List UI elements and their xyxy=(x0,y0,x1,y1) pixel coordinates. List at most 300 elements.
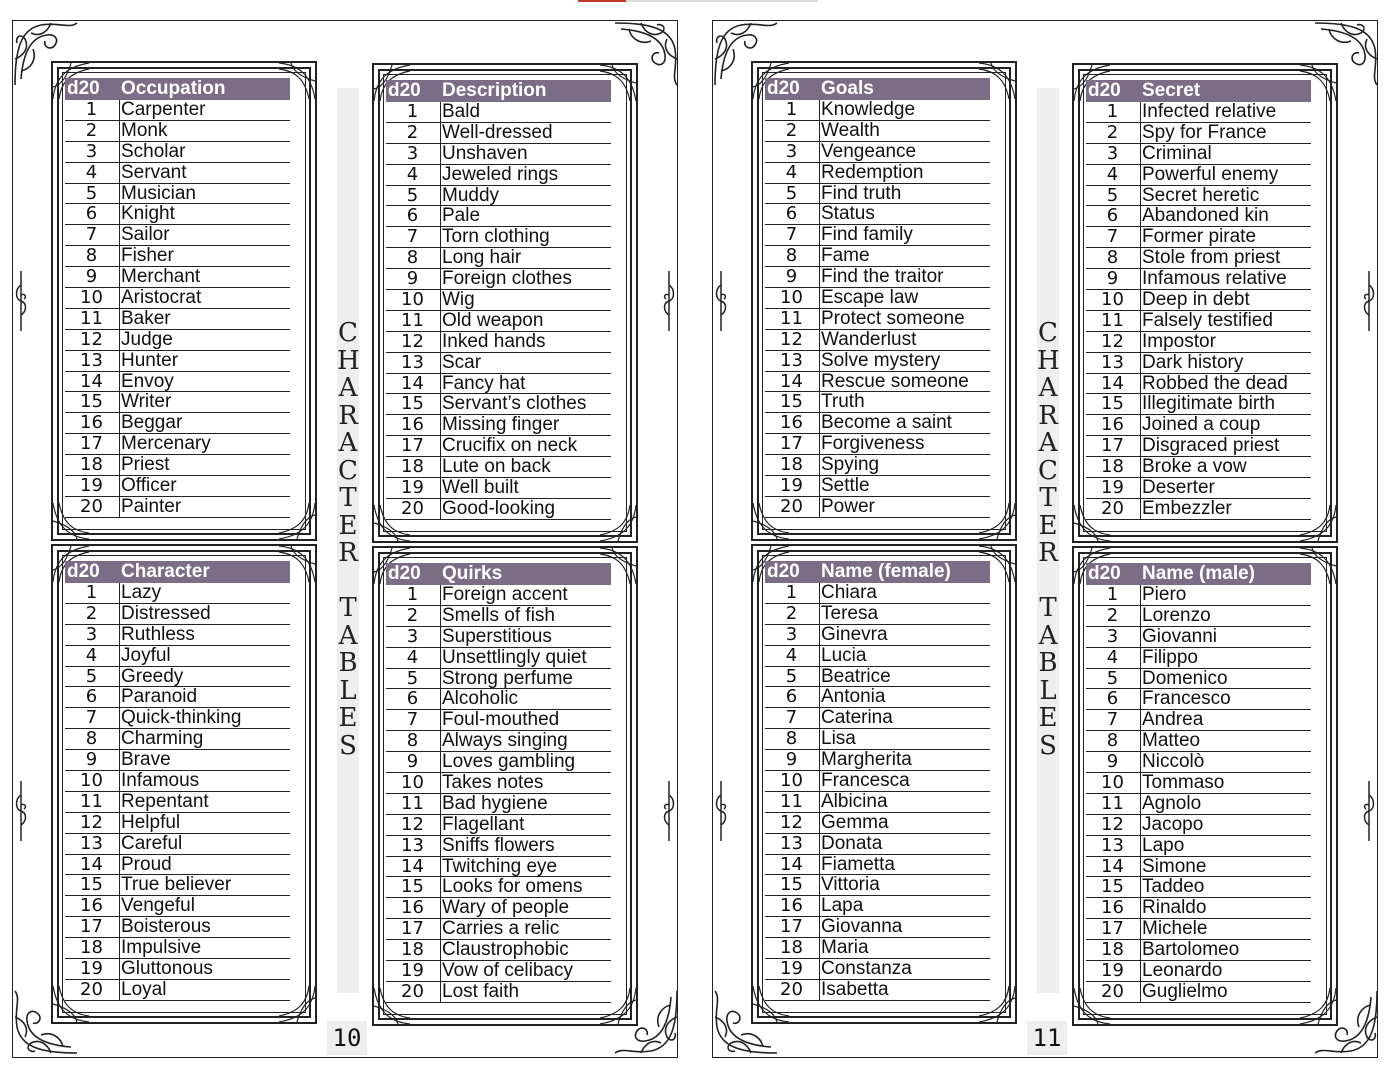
row-entry: Foreign clothes xyxy=(442,268,572,290)
roll-number: 5 xyxy=(785,182,798,204)
roll-number: 2 xyxy=(1106,121,1119,143)
roll-number: 8 xyxy=(406,730,419,752)
row-entry: Solve mystery xyxy=(821,349,941,371)
table-row xyxy=(1086,457,1311,478)
table-title: Name (female) xyxy=(821,561,951,582)
table-row xyxy=(765,497,990,518)
spine-letter: E xyxy=(1038,703,1058,733)
row-entry: Truth xyxy=(821,391,865,413)
roll-number: 17 xyxy=(80,916,103,938)
table-row xyxy=(386,269,611,290)
table-row xyxy=(65,750,290,771)
table-row xyxy=(765,750,990,771)
table-card-quirks xyxy=(372,546,638,1026)
table-card-secret xyxy=(1072,63,1338,543)
roll-number: 6 xyxy=(1106,205,1119,227)
table-row xyxy=(1086,857,1311,878)
table-row xyxy=(765,434,990,455)
row-entry: Loves gambling xyxy=(442,751,576,773)
roll-number: 11 xyxy=(401,792,424,814)
roll-number: 17 xyxy=(780,433,803,455)
spine-letter: R xyxy=(1038,538,1058,568)
roll-number: 12 xyxy=(780,328,803,350)
table-row xyxy=(765,163,990,184)
row-entry: Tommaso xyxy=(1142,772,1225,794)
page-number: 11 xyxy=(1027,1021,1067,1055)
roll-number: 15 xyxy=(1101,876,1124,898)
row-entry: Boisterous xyxy=(121,916,211,938)
row-entry: Bald xyxy=(442,101,481,122)
row-entry: Flagellant xyxy=(442,813,525,835)
row-entry: Knowledge xyxy=(821,99,916,120)
roll-number: 13 xyxy=(780,349,803,371)
row-entry: Forgiveness xyxy=(821,433,925,455)
row-entry: Ginevra xyxy=(821,623,888,645)
row-entry: Infamous relative xyxy=(1142,268,1287,290)
roll-number: 14 xyxy=(780,853,803,875)
roll-number: 7 xyxy=(1106,709,1119,731)
table-row xyxy=(386,815,611,836)
row-entry: Helpful xyxy=(121,811,181,833)
table-row xyxy=(386,585,611,606)
table-row xyxy=(1086,606,1311,627)
row-entry: Infected relative xyxy=(1142,101,1277,122)
row-entry: Strong perfume xyxy=(442,667,573,689)
table-card-name-male xyxy=(1072,546,1338,1026)
roll-number: 17 xyxy=(1101,435,1124,457)
table-row xyxy=(765,896,990,917)
roll-number: 1 xyxy=(785,99,798,120)
row-entry: Fancy hat xyxy=(442,372,526,394)
row-entry: Servant’s clothes xyxy=(442,393,587,415)
table-row xyxy=(765,729,990,750)
table-row xyxy=(65,729,290,750)
roll-number: 18 xyxy=(401,939,424,961)
spine-letter: C xyxy=(1038,318,1058,348)
table-row xyxy=(765,792,990,813)
row-entry: Abandoned kin xyxy=(1142,205,1269,227)
roll-number: 18 xyxy=(1101,939,1124,961)
table-row xyxy=(65,980,290,1001)
row-entry: Carpenter xyxy=(121,99,206,120)
roll-number: 18 xyxy=(80,454,103,476)
row-entry: Paranoid xyxy=(121,686,198,708)
row-entry: Quick-thinking xyxy=(121,707,242,729)
spine-letter: T xyxy=(1039,483,1057,513)
table-row xyxy=(386,898,611,919)
row-entry: Find family xyxy=(821,224,913,246)
spine-letter: E xyxy=(338,510,358,541)
row-entry: Albicina xyxy=(821,790,888,812)
table-row xyxy=(65,163,290,184)
random-table xyxy=(386,563,611,1003)
roll-number: 12 xyxy=(780,811,803,833)
roll-number: 18 xyxy=(401,456,424,478)
roll-number: 17 xyxy=(80,433,103,455)
row-entry: Priest xyxy=(121,454,170,476)
row-entry: Illegitimate birth xyxy=(1142,393,1276,415)
row-entry: Infamous xyxy=(121,770,200,792)
roll-number: 8 xyxy=(1106,730,1119,752)
table-row xyxy=(65,771,290,792)
row-entry: Rinaldo xyxy=(1142,897,1207,919)
row-entry: Guglielmo xyxy=(1142,980,1228,1002)
table-row xyxy=(386,311,611,332)
table-row xyxy=(1086,269,1311,290)
spine-letter: E xyxy=(338,703,358,733)
row-entry: Taddeo xyxy=(1142,876,1205,898)
table-row xyxy=(65,938,290,959)
roll-number: 5 xyxy=(406,184,419,206)
roll-number: 17 xyxy=(1101,918,1124,940)
table-row xyxy=(765,625,990,646)
table-row xyxy=(1086,290,1311,311)
row-entry: Matteo xyxy=(1142,730,1201,752)
row-entry: Wary of people xyxy=(442,897,570,919)
roll-number: 3 xyxy=(1106,142,1119,164)
row-entry: Broke a vow xyxy=(1142,456,1247,478)
roll-number: 11 xyxy=(80,790,103,812)
table-row xyxy=(65,434,290,455)
roll-number: 19 xyxy=(780,475,803,497)
table-row xyxy=(65,288,290,309)
roll-number: 14 xyxy=(1101,372,1124,394)
table-row xyxy=(1086,374,1311,395)
roll-number: 7 xyxy=(85,224,98,246)
roll-number: 1 xyxy=(406,584,419,605)
row-entry: Servant xyxy=(121,161,187,183)
row-entry: True believer xyxy=(121,874,232,896)
table-row xyxy=(1086,123,1311,144)
row-entry: Fiametta xyxy=(821,853,895,875)
roll-number: 3 xyxy=(785,623,798,645)
table-row xyxy=(65,917,290,938)
roll-number: 6 xyxy=(85,203,98,225)
table-row xyxy=(1086,478,1311,499)
row-entry: Carries a relic xyxy=(442,918,560,940)
spine-letter: T xyxy=(1039,593,1057,623)
roll-number: 14 xyxy=(80,853,103,875)
table-row xyxy=(386,627,611,648)
roll-number: 10 xyxy=(401,772,424,794)
table-row xyxy=(386,689,611,710)
row-entry: Constanza xyxy=(821,958,912,980)
row-entry: Protect someone xyxy=(821,307,965,329)
table-title: Name (male) xyxy=(1142,563,1255,584)
roll-number: 18 xyxy=(80,937,103,959)
table-row xyxy=(386,982,611,1003)
roll-number: 15 xyxy=(401,393,424,415)
table-row xyxy=(65,896,290,917)
roll-number: 19 xyxy=(80,475,103,497)
roll-number: 3 xyxy=(406,142,419,164)
table-row xyxy=(765,413,990,434)
row-entry: Mercenary xyxy=(121,433,211,455)
die-label: d20 xyxy=(1088,80,1121,101)
table-row xyxy=(386,186,611,207)
roll-number: 14 xyxy=(1101,855,1124,877)
spine-band xyxy=(1037,88,1059,993)
table-row xyxy=(765,875,990,896)
roll-number: 4 xyxy=(1106,163,1119,185)
table-row xyxy=(386,857,611,878)
row-entry: Francesco xyxy=(1142,688,1231,710)
spine-letter: L xyxy=(339,675,357,706)
table-row xyxy=(65,372,290,393)
row-entry: Joyful xyxy=(121,644,171,666)
row-entry: Bartolomeo xyxy=(1142,939,1240,961)
table-row xyxy=(1086,940,1311,961)
row-entry: Disgraced priest xyxy=(1142,435,1280,457)
roll-number: 11 xyxy=(401,309,424,331)
row-entry: Antonia xyxy=(821,686,886,708)
table-row xyxy=(1086,186,1311,207)
row-entry: Vengeance xyxy=(821,140,917,162)
roll-number: 18 xyxy=(780,454,803,476)
table-row xyxy=(1086,627,1311,648)
table-row xyxy=(1086,669,1311,690)
row-entry: Beggar xyxy=(121,412,183,434)
table-row xyxy=(765,917,990,938)
spine-letter: A xyxy=(1038,620,1058,651)
roll-number: 12 xyxy=(1101,813,1124,835)
table-row xyxy=(1086,311,1311,332)
roll-number: 4 xyxy=(406,163,419,185)
roll-number: 13 xyxy=(780,832,803,854)
table-row xyxy=(765,938,990,959)
table-row xyxy=(1086,248,1311,269)
roll-number: 7 xyxy=(406,709,419,731)
roll-number: 5 xyxy=(1106,667,1119,689)
table-row xyxy=(1086,919,1311,940)
roll-number: 20 xyxy=(401,980,424,1002)
table-row xyxy=(65,813,290,834)
roll-number: 2 xyxy=(406,604,419,626)
row-entry: Proud xyxy=(121,853,172,875)
row-entry: Lucia xyxy=(821,644,867,666)
row-entry: Niccolò xyxy=(1142,751,1205,773)
page-number: 10 xyxy=(327,1021,367,1055)
table-row xyxy=(65,875,290,896)
table-row xyxy=(65,708,290,729)
die-label: d20 xyxy=(767,561,800,582)
table-row xyxy=(1086,436,1311,457)
table-row xyxy=(65,246,290,267)
roll-number: 8 xyxy=(85,245,98,267)
table-row xyxy=(765,959,990,980)
roll-number: 7 xyxy=(85,707,98,729)
row-entry: Secret heretic xyxy=(1142,184,1260,206)
spine-letter: S xyxy=(1039,730,1057,761)
roll-number: 19 xyxy=(80,958,103,980)
table-card-occupation xyxy=(51,61,317,541)
roll-number: 1 xyxy=(85,582,98,603)
spine-letter: C xyxy=(338,318,358,348)
table-row xyxy=(1086,144,1311,165)
roll-number: 16 xyxy=(1101,897,1124,919)
table-row xyxy=(65,959,290,980)
roll-number: 3 xyxy=(85,623,98,645)
roll-number: 8 xyxy=(1106,247,1119,269)
roll-number: 11 xyxy=(780,790,803,812)
table-row xyxy=(386,961,611,982)
roll-number: 10 xyxy=(780,287,803,309)
roll-number: 19 xyxy=(401,477,424,499)
die-label: d20 xyxy=(767,78,800,99)
row-entry: Falsely testified xyxy=(1142,309,1273,331)
roll-number: 1 xyxy=(1106,101,1119,122)
roll-number: 4 xyxy=(1106,646,1119,668)
roll-number: 16 xyxy=(780,895,803,917)
row-entry: Always singing xyxy=(442,730,568,752)
spine-letter: S xyxy=(339,730,357,761)
roll-number: 2 xyxy=(406,121,419,143)
roll-number: 1 xyxy=(1106,584,1119,605)
table-row xyxy=(1086,752,1311,773)
table-row xyxy=(386,606,611,627)
spine-letter: H xyxy=(337,345,360,376)
roll-number: 10 xyxy=(80,770,103,792)
table-row xyxy=(386,102,611,123)
row-entry: Redemption xyxy=(821,161,924,183)
row-entry: Vengeful xyxy=(121,895,195,917)
row-entry: Missing finger xyxy=(442,414,560,436)
roll-number: 12 xyxy=(401,330,424,352)
roll-number: 16 xyxy=(401,897,424,919)
row-entry: Jeweled rings xyxy=(442,163,559,185)
table-row xyxy=(65,476,290,497)
roll-number: 13 xyxy=(1101,351,1124,373)
roll-number: 6 xyxy=(785,686,798,708)
row-entry: Scar xyxy=(442,351,482,373)
row-entry: Old weapon xyxy=(442,309,544,331)
spine-letter: B xyxy=(1038,648,1058,678)
row-entry: Inked hands xyxy=(442,330,546,352)
table-row xyxy=(765,351,990,372)
roll-number: 4 xyxy=(85,161,98,183)
table-header xyxy=(765,561,990,583)
table-row xyxy=(1086,499,1311,520)
table-row xyxy=(386,669,611,690)
roll-number: 16 xyxy=(401,414,424,436)
row-entry: Alcoholic xyxy=(442,688,519,710)
row-entry: Powerful enemy xyxy=(1142,163,1279,185)
page-11 xyxy=(712,20,1378,1058)
table-row xyxy=(65,225,290,246)
row-entry: Former pirate xyxy=(1142,226,1257,248)
roll-number: 6 xyxy=(1106,688,1119,710)
table-row xyxy=(765,667,990,688)
table-row xyxy=(65,687,290,708)
spine-letter: L xyxy=(1039,675,1057,706)
row-entry: Judge xyxy=(121,328,173,350)
table-row xyxy=(386,436,611,457)
row-entry: Lost faith xyxy=(442,980,520,1002)
table-row xyxy=(1086,415,1311,436)
table-row xyxy=(1086,731,1311,752)
die-label: d20 xyxy=(67,78,100,99)
roll-number: 13 xyxy=(80,832,103,854)
row-entry: Crucifix on neck xyxy=(442,435,578,457)
roll-number: 8 xyxy=(406,247,419,269)
table-row xyxy=(765,204,990,225)
roll-number: 20 xyxy=(80,978,103,1000)
row-entry: Torn clothing xyxy=(442,226,550,248)
row-entry: Caterina xyxy=(821,707,893,729)
table-row xyxy=(1086,961,1311,982)
row-entry: Scholar xyxy=(121,140,186,162)
roll-number: 12 xyxy=(1101,330,1124,352)
row-entry: Monk xyxy=(121,119,168,141)
row-entry: Escape law xyxy=(821,287,919,309)
roll-number: 1 xyxy=(785,582,798,603)
table-row xyxy=(1086,206,1311,227)
row-entry: Aristocrat xyxy=(121,287,202,309)
row-entry: Find the traitor xyxy=(821,266,944,288)
table-header xyxy=(65,78,290,100)
row-entry: Agnolo xyxy=(1142,792,1202,814)
row-entry: Dark history xyxy=(1142,351,1244,373)
random-table xyxy=(765,78,990,518)
spine-letter: E xyxy=(1038,510,1058,541)
table-row xyxy=(386,374,611,395)
random-table xyxy=(386,80,611,520)
table-row xyxy=(386,353,611,374)
row-entry: Find truth xyxy=(821,182,902,204)
row-entry: Greedy xyxy=(121,665,184,687)
table-row xyxy=(65,184,290,205)
row-entry: Simone xyxy=(1142,855,1207,877)
roll-number: 4 xyxy=(406,646,419,668)
table-card-description xyxy=(372,63,638,543)
roll-number: 20 xyxy=(780,978,803,1000)
roll-number: 19 xyxy=(1101,960,1124,982)
table-row xyxy=(386,919,611,940)
roll-number: 19 xyxy=(1101,477,1124,499)
roll-number: 1 xyxy=(85,99,98,120)
table-row xyxy=(765,646,990,667)
roll-number: 2 xyxy=(785,602,798,624)
spine-letter: A xyxy=(1038,373,1058,403)
row-entry: Musician xyxy=(121,182,196,204)
top-scroll-indicator xyxy=(578,0,818,2)
roll-number: 16 xyxy=(80,412,103,434)
roll-number: 15 xyxy=(80,391,103,413)
row-entry: Envoy xyxy=(121,370,174,392)
row-entry: Vow of celibacy xyxy=(442,960,573,982)
table-row xyxy=(65,646,290,667)
row-entry: Knight xyxy=(121,203,175,225)
roll-number: 7 xyxy=(406,226,419,248)
table-row xyxy=(65,834,290,855)
row-entry: Sailor xyxy=(121,224,170,246)
table-row xyxy=(1086,836,1311,857)
roll-number: 18 xyxy=(780,937,803,959)
roll-number: 3 xyxy=(85,140,98,162)
table-row xyxy=(765,455,990,476)
table-card-goals xyxy=(751,61,1017,541)
roll-number: 9 xyxy=(785,266,798,288)
row-entry: Writer xyxy=(121,391,172,413)
row-entry: Isabetta xyxy=(821,978,889,1000)
vine-ornament-icon xyxy=(1361,781,1377,841)
spine-letter: T xyxy=(339,593,357,623)
table-row xyxy=(386,248,611,269)
roll-number: 12 xyxy=(80,328,103,350)
row-entry: Charming xyxy=(121,728,204,750)
row-entry: Superstitious xyxy=(442,625,552,647)
row-entry: Merchant xyxy=(121,266,201,288)
